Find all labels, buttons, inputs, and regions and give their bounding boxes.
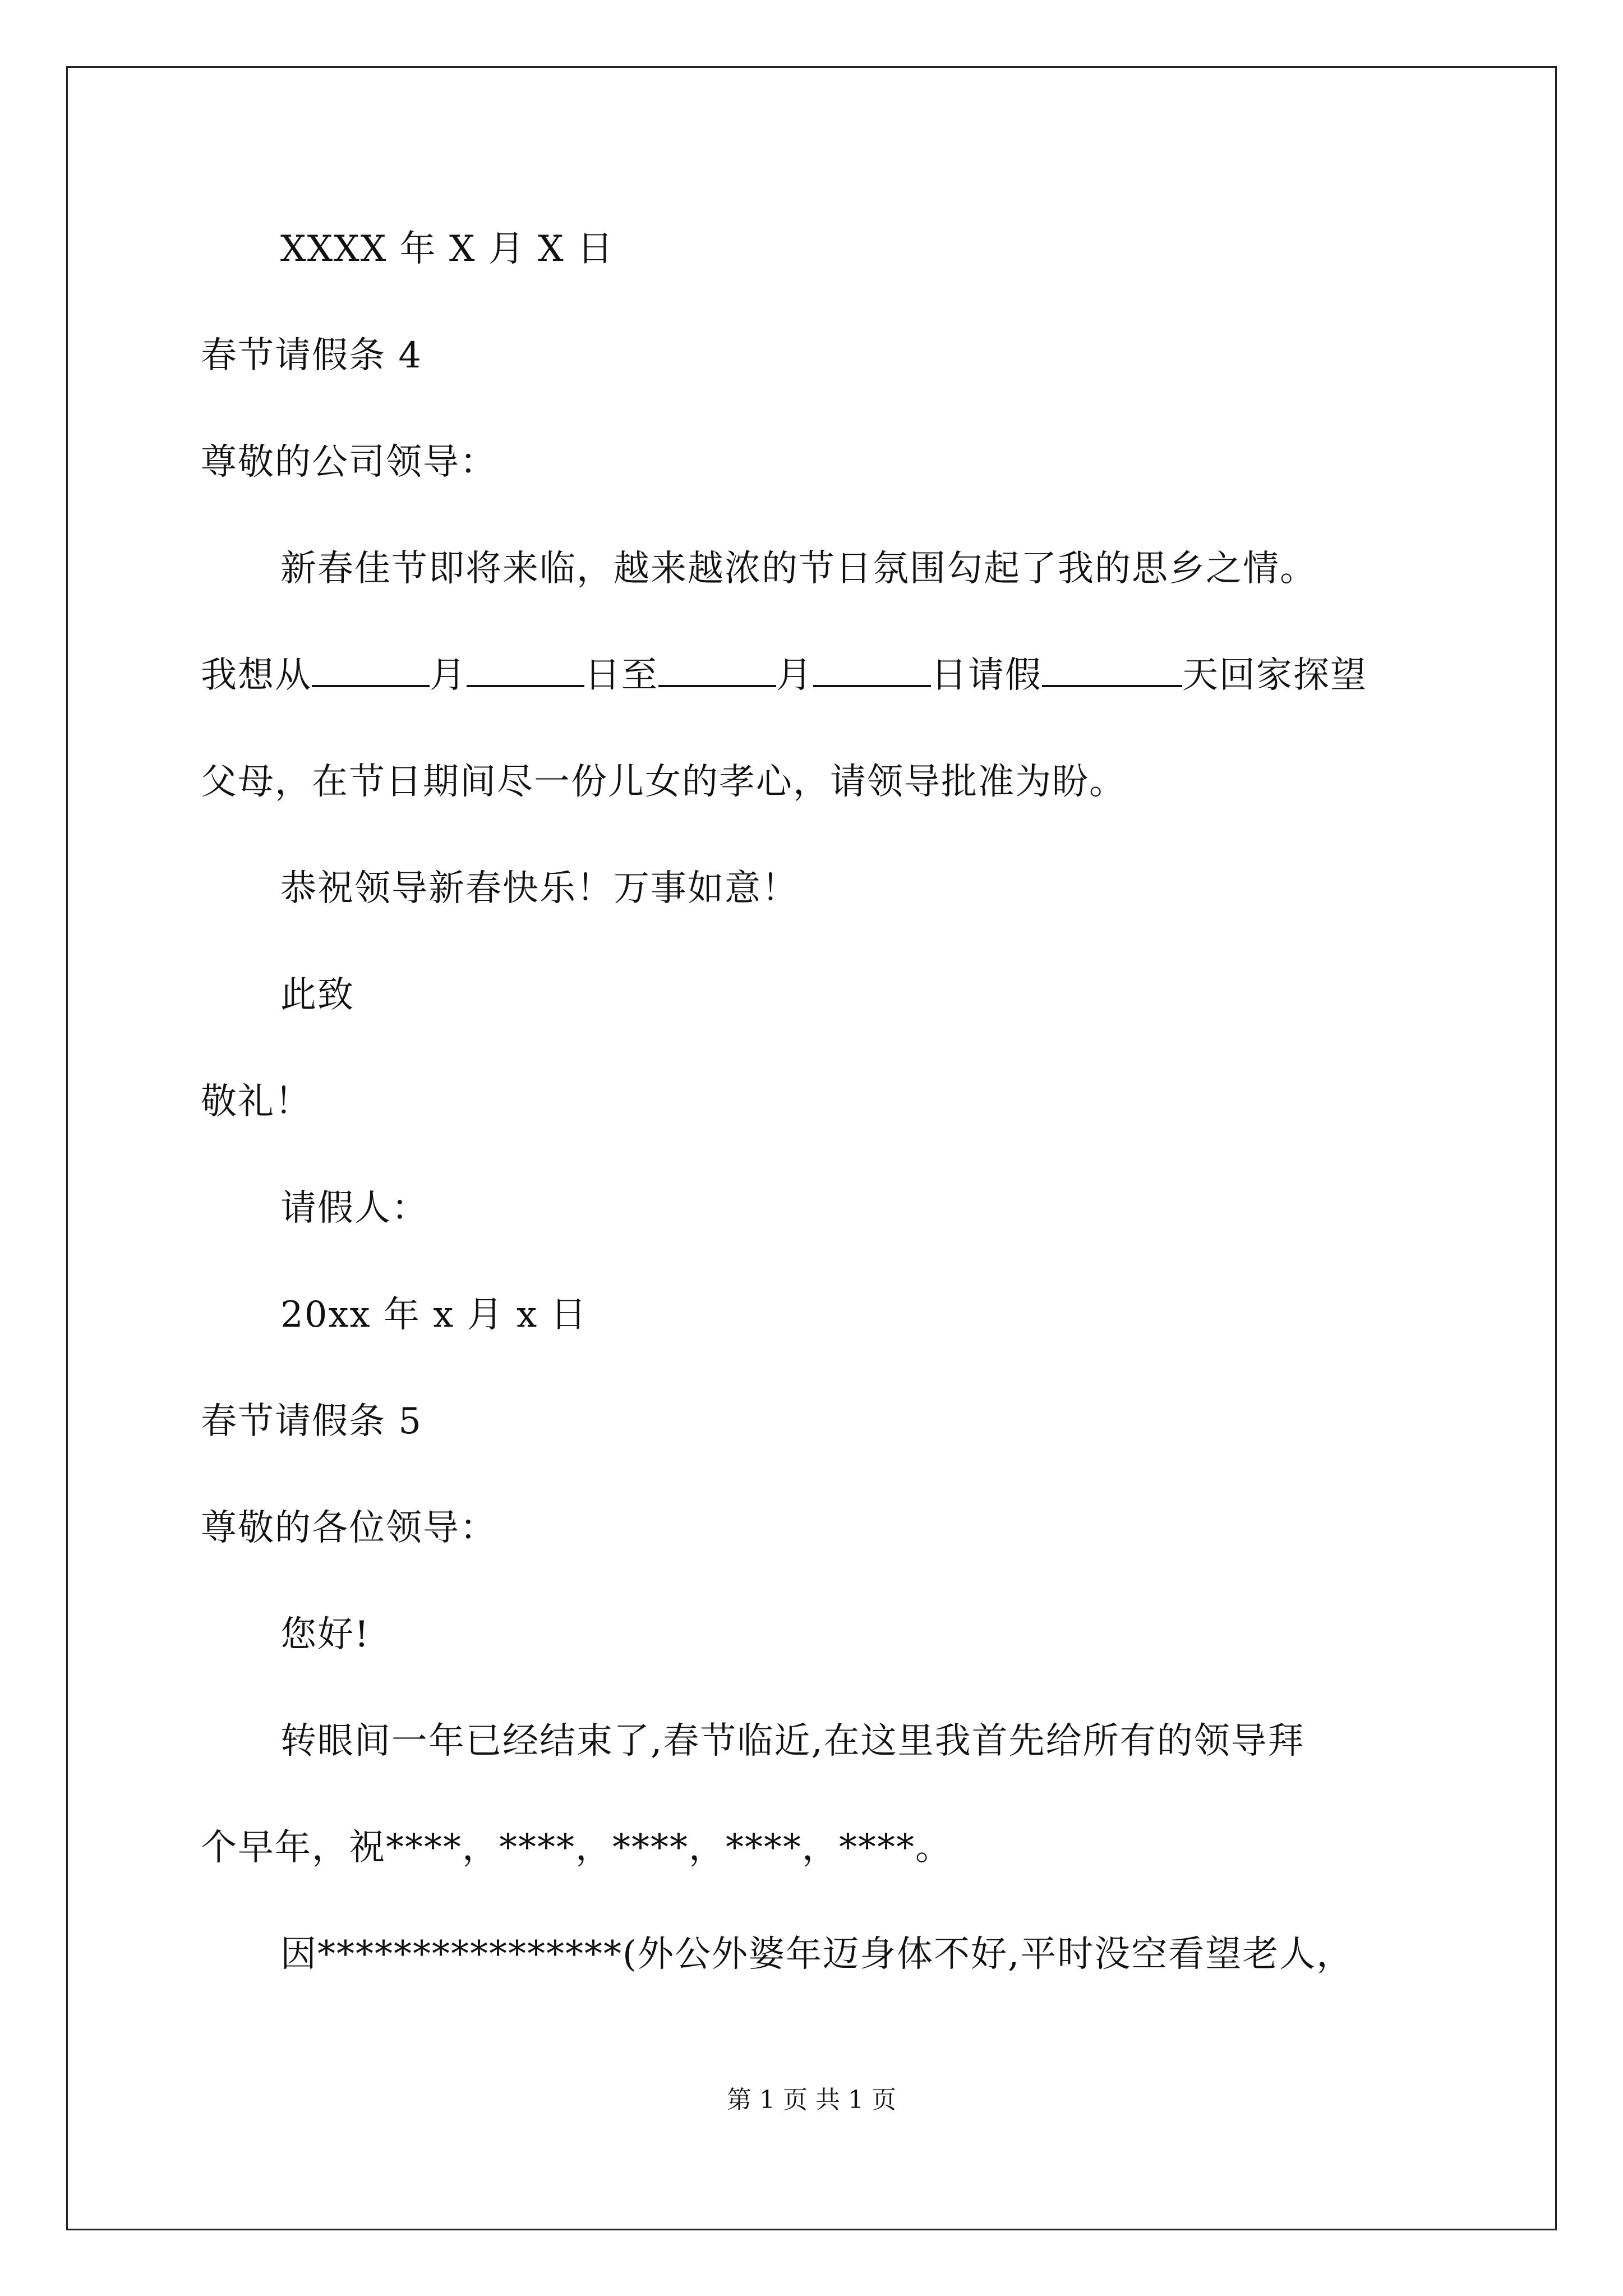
- leave-dates-line: [201, 655, 1367, 696]
- leave-text: 天回家探望: [1182, 655, 1367, 696]
- salutation: 尊敬的公司领导：: [201, 441, 497, 483]
- blank-field: [813, 685, 931, 687]
- leave-text: 日请假: [931, 655, 1042, 696]
- paragraph-line: 个早年，祝****，****，****，****，****。: [201, 1827, 952, 1869]
- page-footer: 第 1 页 共 1 页: [727, 2086, 896, 2114]
- date-line: 20xx 年 x 月 x 日: [280, 1294, 588, 1336]
- leave-text: 月: [430, 655, 467, 696]
- blank-field: [658, 685, 776, 687]
- paragraph-line: 新春佳节即将来临，越来越浓的节日氛围勾起了我的思乡之情。: [280, 548, 1317, 590]
- blank-field: [467, 685, 584, 687]
- page-border: [66, 66, 1557, 2230]
- leave-text: 日至: [584, 655, 658, 696]
- greeting-line: 您好!: [280, 1614, 370, 1655]
- date-line: XXXX 年 X 月 X 日: [280, 228, 615, 270]
- closing-line: 敬礼！: [201, 1081, 312, 1122]
- paragraph-line: 父母，在节日期间尽一份儿女的孝心，请领导批准为盼。: [201, 761, 1126, 803]
- greeting-line: 恭祝领导新春快乐！万事如意！: [280, 868, 799, 909]
- closing-line: 此致: [280, 974, 354, 1016]
- blank-field: [312, 685, 430, 687]
- salutation: 尊敬的各位领导：: [201, 1507, 497, 1549]
- section-title: 春节请假条 4: [201, 335, 423, 376]
- signature-line: 请假人：: [280, 1188, 428, 1229]
- blank-field: [1042, 685, 1182, 687]
- leave-text: 我想从: [201, 655, 312, 696]
- paragraph-line: 因****************(外公外婆年迈身体不好,平时没空看望老人，: [280, 1934, 1354, 1975]
- leave-text: 月: [776, 655, 813, 696]
- section-title: 春节请假条 5: [201, 1401, 423, 1442]
- paragraph-line: 转眼间一年已经结束了,春节临近,在这里我首先给所有的领导拜: [280, 1720, 1305, 1762]
